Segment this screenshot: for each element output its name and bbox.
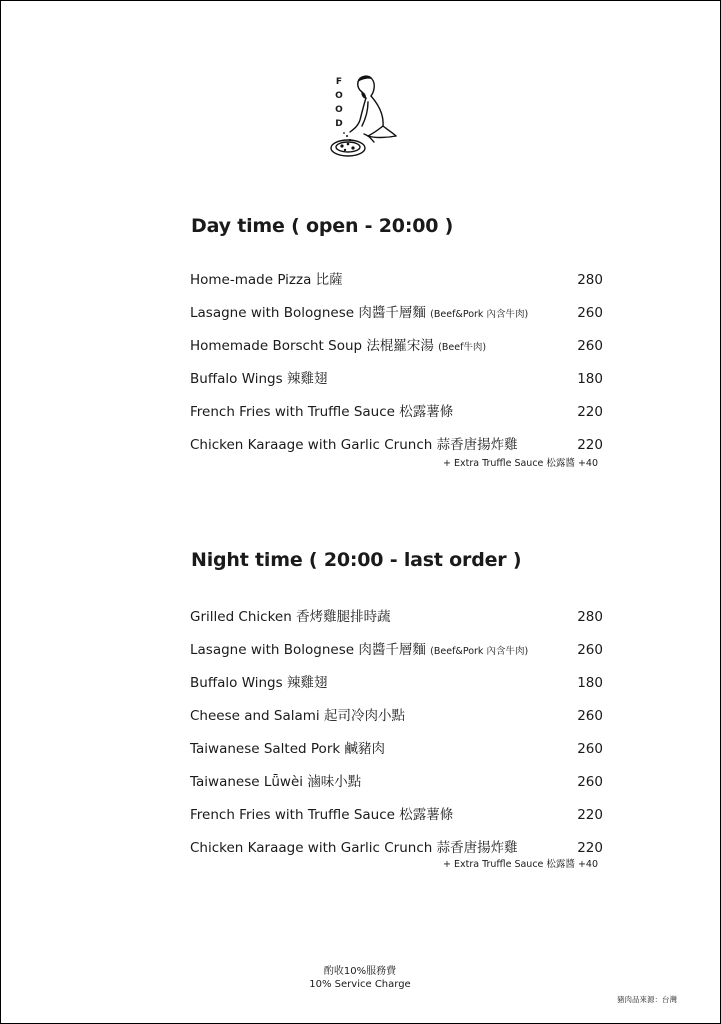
menu-item [190,773,603,806]
item-price: 220 [577,404,603,420]
menu-item [190,641,603,674]
night-menu-list [190,608,603,872]
day-time-title: Day time ( open - 20:00 ) [191,215,454,237]
item-name: Buffalo Wings 辣雞翅 [190,675,328,691]
item-name-wrap [190,773,361,793]
item-name-wrap [190,436,518,456]
item-name: French Fries with Truffle Sauce 松露薯條 [190,807,454,823]
item-price: 280 [577,609,603,625]
item-price: 220 [577,807,603,823]
logo-letters [334,77,344,129]
pork-origin-note: 豬肉品來源：台灣 [617,995,677,1004]
menu-item [190,337,603,370]
item-name: Cheese and Salami 起司冷肉小點 [190,708,405,724]
logo-letter: D [335,119,343,129]
item-price: 260 [577,305,603,321]
menu-item [190,436,603,469]
item-price: 260 [577,774,603,790]
extra-sauce-note: + Extra Truffle Sauce 松露醬 +40 [443,859,598,870]
item-note: (Beef&Pork 內含牛肉) [430,646,529,657]
item-price: 260 [577,338,603,354]
item-price: 260 [577,741,603,757]
item-price: 260 [577,642,603,658]
food-logo [328,74,402,164]
item-name-wrap [190,674,327,694]
menu-item [190,304,603,337]
menu-item [190,806,603,839]
item-name-wrap [190,271,343,291]
item-name: Chicken Karaage with Garlic Crunch 蒜香唐揚炸雞 [190,437,518,453]
day-menu-list [190,271,603,469]
menu-item [190,403,603,436]
item-price: 180 [577,675,603,691]
service-charge-zh: 酌收10%服務費 [323,966,397,977]
item-name: Buffalo Wings 辣雞翅 [190,371,328,387]
menu-item [190,370,603,403]
item-name: Home-made Pizza 比薩 [190,272,343,288]
item-name: French Fries with Truffle Sauce 松露薯條 [190,404,454,420]
logo-letter: F [335,77,343,87]
menu-item [190,271,603,304]
item-name-wrap [190,740,385,760]
item-price: 180 [577,371,603,387]
item-name-wrap [190,337,486,357]
item-name: Taiwanese Lǖwèi 滷味小點 [190,774,362,790]
item-name: Lasagne with Bolognese 肉醬千層麵 [190,642,426,658]
item-name-wrap [190,403,453,423]
item-name: Chicken Karaage with Garlic Crunch 蒜香唐揚炸雞 [190,840,518,856]
item-price: 220 [577,437,603,453]
menu-item [190,674,603,707]
service-charge-note [260,965,460,991]
logo-letter: O [335,91,343,101]
item-name: Lasagne with Bolognese 肉醬千層麵 [190,305,426,321]
item-name-wrap [190,304,528,324]
item-name-wrap [190,370,327,390]
extra-sauce-note: + Extra Truffle Sauce 松露醬 +40 [443,458,598,469]
item-note: (Beef牛肉) [438,342,487,353]
item-name-wrap [190,707,405,727]
item-name: Taiwanese Salted Pork 鹹豬肉 [190,741,385,757]
item-name-wrap [190,806,453,826]
item-name-wrap [190,641,528,661]
item-note: (Beef&Pork 內含牛肉) [430,309,529,320]
item-name-wrap [190,608,391,628]
item-name: Homemade Borscht Soup 法棍羅宋湯 [190,338,434,354]
menu-item [190,707,603,740]
service-charge-en: 10% Service Charge [309,979,411,990]
item-price: 260 [577,708,603,724]
menu-item [190,839,603,872]
menu-item [190,740,603,773]
menu-item [190,608,603,641]
item-price: 280 [577,272,603,288]
item-name: Grilled Chicken 香烤雞腿排時蔬 [190,609,391,625]
item-price: 220 [577,840,603,856]
night-time-title: Night time ( 20:00 - last order ) [191,549,522,571]
logo-letter: O [335,105,343,115]
